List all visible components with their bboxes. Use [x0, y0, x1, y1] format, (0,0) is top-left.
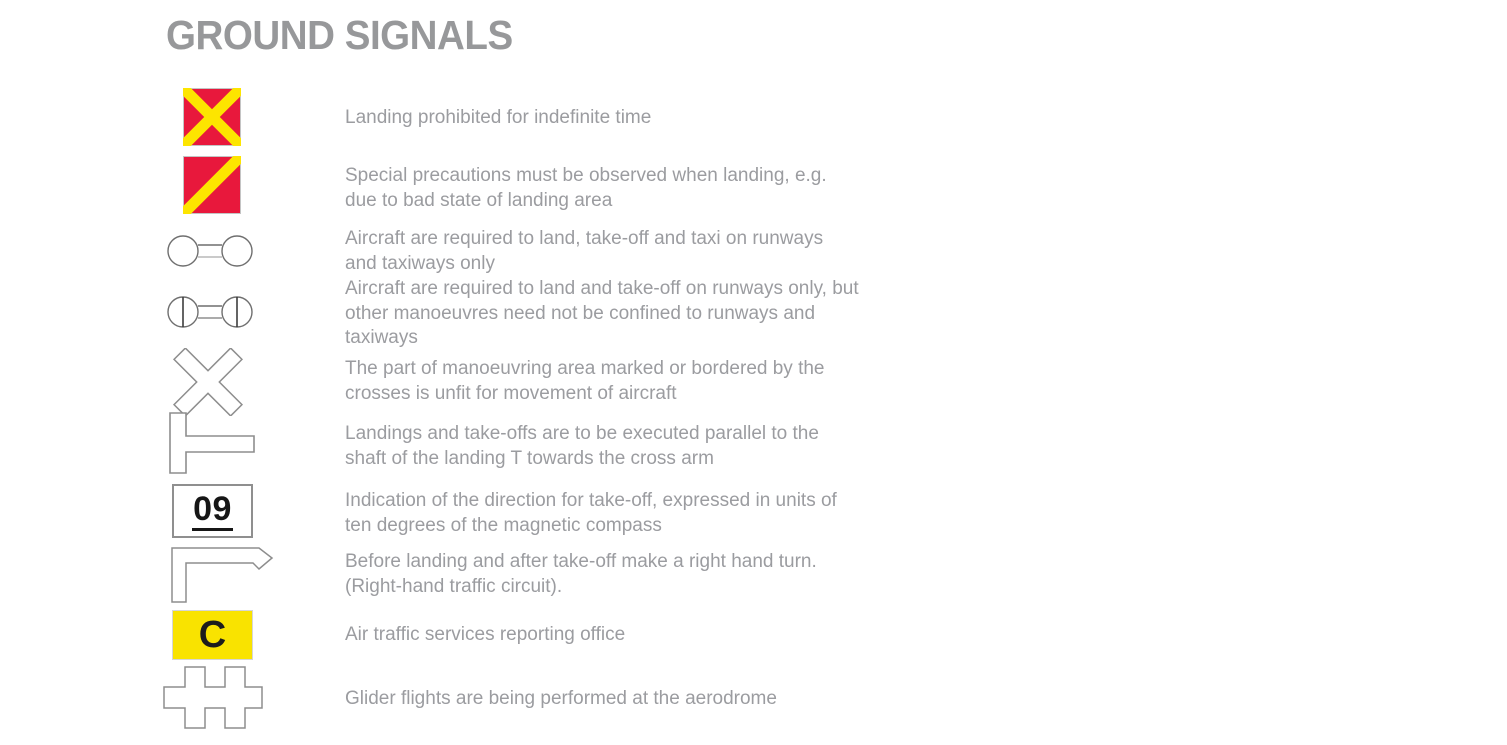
signal-description: Before landing and after take-off make a right hand turn. (Right-hand traffic circuit). — [345, 551, 817, 597]
signal-description: Glider flights are being performed at the aerodrome — [345, 688, 777, 709]
right-turn-arrow-icon — [168, 543, 278, 610]
special-precautions-flag-icon — [183, 156, 241, 214]
c-board-label: C — [198, 614, 227, 656]
signal-description: Indication of the direction for take-off, expressed in units of ten degrees of the magnetic compass — [345, 490, 837, 536]
dumbbell-with-bars-icon — [165, 294, 257, 337]
landing-prohibited-flag-icon — [183, 88, 241, 146]
signal-description: Aircraft are required to land and take-off on runways only, but other manoeuvres need not be confined to runways and taxiways — [345, 278, 859, 348]
signal-description: Aircraft are required to land, take-off and taxi on runways and taxiways only — [345, 228, 824, 274]
dumbbell-icon — [165, 233, 257, 276]
takeoff-direction-board-icon — [172, 484, 253, 538]
signal-description: The part of manoeuvring area marked or bordered by the crosses is unfit for movement of aircraft — [345, 358, 825, 404]
signal-description: Air traffic services reporting office — [345, 624, 626, 645]
signal-description: Landing prohibited for indefinite time — [345, 107, 652, 128]
page-title: GROUND SIGNALS — [166, 12, 513, 58]
landing-t-icon — [168, 411, 258, 480]
runway-heading-label: 09 — [192, 492, 233, 531]
reporting-office-board-icon — [172, 610, 253, 660]
double-cross-icon — [163, 666, 263, 735]
signal-description: Landings and take-offs are to be executed parallel to the shaft of the landing T towards the cross arm — [345, 423, 819, 469]
signal-description: Special precautions must be observed when landing, e.g. due to bad state of landing area — [345, 165, 827, 211]
